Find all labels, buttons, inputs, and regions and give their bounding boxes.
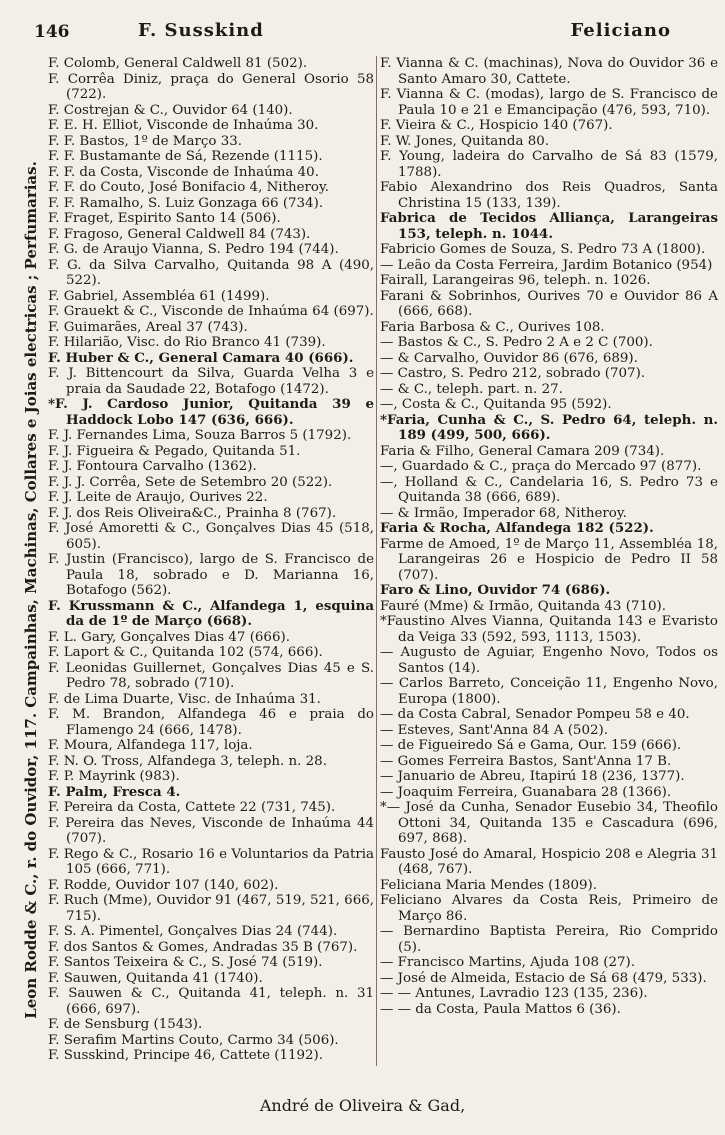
directory-entry: F. de Sensburg (1543). bbox=[48, 1017, 203, 1032]
directory-entry: F. Sauwen, Quitanda 41 (1740). bbox=[48, 970, 263, 986]
directory-entry: F. F. Ramalho, S. Luiz Gonzaga 66 (734). bbox=[48, 195, 324, 211]
directory-entry: F. Vianna & C. (machinas), Nova do Ouvidor 36 e Santo Amaro 30, Cattete. bbox=[380, 56, 718, 87]
directory-entry: F. Huber & C., General Camara 40 (666). bbox=[48, 349, 354, 366]
directory-entry: F. E. H. Elliot, Visconde de Inhaúma 30. bbox=[48, 118, 319, 133]
directory-entry: *Faria, Cunha & C., S. Pedro 64, teleph. n. 189 (499, 500, 666). bbox=[380, 411, 718, 443]
directory-entry: Fauré (Mme) & Irmão, Quitanda 43 (710). bbox=[380, 598, 666, 614]
directory-entry: F. P. Mayrink (983). bbox=[48, 769, 180, 784]
side-advertisement: Leon Rodde & C., r. do Ouvidor, 117. Campainhas, Machinas, Collares e Joias electricas ; Perfumarias. bbox=[22, 161, 40, 1019]
directory-entry: Farani & Sobrinhos, Ourives 70 e Ouvidor 86 A (666, 668). bbox=[380, 288, 718, 319]
directory-entry: F. L. Gary, Gonçalves Dias 47 (666). bbox=[48, 629, 290, 645]
directory-entry: — Francisco Martins, Ajuda 108 (27). bbox=[380, 955, 636, 970]
directory-entry: —, Costa & C., Quitanda 95 (592). bbox=[380, 397, 612, 412]
directory-entry: — Castro, S. Pedro 212, sobrado (707). bbox=[380, 366, 646, 381]
directory-entry: F. Sauwen & C., Quitanda 41, teleph. n. 31 (666, 697). bbox=[48, 986, 374, 1017]
directory-entry: F. dos Santos & Gomes, Andradas 35 B (767). bbox=[48, 939, 358, 955]
directory-entry: —, Holland & C., Candelaria 16, S. Pedro 73 e Quitanda 38 (666, 689). bbox=[380, 474, 718, 505]
directory-entry: —, Guardado & C., praça do Mercado 97 (877). bbox=[380, 459, 702, 474]
directory-entry: — da Costa Cabral, Senador Pompeu 58 e 40. bbox=[380, 707, 690, 722]
directory-entry: Faria & Filho, General Camara 209 (734). bbox=[380, 443, 665, 459]
left-column bbox=[48, 56, 374, 1064]
directory-entry: F. F. Bastos, 1º de Março 33. bbox=[48, 133, 242, 149]
directory-entry: F. Fragoso, General Caldwell 84 (743). bbox=[48, 226, 311, 242]
directory-entry: F. Corrêa Diniz, praça do General Osorio 58 (722). bbox=[48, 71, 374, 102]
page-number: 146 bbox=[34, 22, 70, 42]
directory-entry: Fabrica de Tecidos Alliança, Larangeiras 153, teleph. n. 1044. bbox=[380, 210, 718, 242]
directory-entry: F. Rodde, Ouvidor 107 (140, 602). bbox=[48, 877, 279, 893]
directory-entry: — Leão da Costa Ferreira, Jardim Botanico (954) bbox=[380, 257, 713, 273]
running-head-right: Feliciano bbox=[570, 20, 671, 41]
directory-entry: — Januario de Abreu, Itapirú 18 (236, 1377). bbox=[380, 769, 685, 784]
directory-entry: F. W. Jones, Quitanda 80. bbox=[380, 133, 549, 149]
directory-entry: F. Serafim Martins Couto, Carmo 34 (506). bbox=[48, 1032, 339, 1048]
directory-entry: F. Fraget, Espirito Santo 14 (506). bbox=[48, 211, 281, 226]
directory-entry: F. F. Bustamante de Sá, Rezende (1115). bbox=[48, 149, 323, 164]
directory-entry: — Bastos & C., S. Pedro 2 A e 2 C (700). bbox=[380, 335, 653, 350]
directory-entry: Feliciana Maria Mendes (1809). bbox=[380, 877, 597, 893]
directory-entry: — Gomes Ferreira Bastos, Sant'Anna 17 B. bbox=[380, 753, 672, 769]
directory-entry: F. Young, ladeira do Carvalho de Sá 83 (1579, 1788). bbox=[380, 149, 718, 180]
directory-entry: Fairall, Larangeiras 96, teleph. n. 1026. bbox=[380, 273, 651, 288]
directory-entry: — — da Costa, Paula Mattos 6 (36). bbox=[380, 1001, 621, 1017]
directory-entry: F. Krussmann & C., Alfandega 1, esquina da de 1º de Março (668). bbox=[48, 597, 374, 629]
directory-entry: F. Vieira & C., Hospicio 140 (767). bbox=[380, 118, 613, 133]
directory-entry: F. Costrejan & C., Ouvidor 64 (140). bbox=[48, 102, 293, 118]
directory-entry: F. Guimarães, Areal 37 (743). bbox=[48, 319, 248, 335]
directory-entry: — de Figueiredo Sá e Gama, Our. 159 (666). bbox=[380, 738, 682, 753]
directory-entry: — & C., teleph. part. n. 27. bbox=[380, 381, 563, 397]
directory-entry: F. G. de Araujo Vianna, S. Pedro 194 (744). bbox=[48, 242, 339, 257]
directory-entry: — Esteves, Sant'Anna 84 A (502). bbox=[380, 722, 608, 738]
directory-entry: F. José Amoretti & C., Gonçalves Dias 45 (518, 605). bbox=[48, 521, 374, 552]
directory-entry: F. J. Fontoura Carvalho (1362). bbox=[48, 459, 257, 474]
directory-entry: F. J. Fernandes Lima, Souza Barros 5 (1792). bbox=[48, 428, 352, 443]
directory-entry: F. M. Brandon, Alfandega 46 e praia do Flamengo 24 (666, 1478). bbox=[48, 707, 374, 738]
directory-entry: Fausto José do Amaral, Hospicio 208 e Alegria 31 (468, 767). bbox=[380, 846, 718, 877]
directory-entry: F. J. Leite de Araujo, Ourives 22. bbox=[48, 490, 268, 505]
directory-entry: *— José da Cunha, Senador Eusebio 34, Theofilo Ottoni 34, Quitanda 135 e Cascadura (696, 697, 868). bbox=[380, 800, 718, 846]
directory-entry: F. Moura, Alfandega 117, loja. bbox=[48, 738, 253, 753]
directory-entry: Faria Barbosa & C., Ourives 108. bbox=[380, 319, 605, 335]
directory-entry: Feliciano Alvares da Costa Reis, Primeiro de Março 86. bbox=[380, 893, 718, 924]
directory-entry: F. J. Figueira & Pegado, Quitanda 51. bbox=[48, 443, 301, 459]
directory-entry: F. S. A. Pimentel, Gonçalves Dias 24 (744). bbox=[48, 924, 338, 939]
directory-entry: F. Santos Teixeira & C., S. José 74 (519). bbox=[48, 955, 323, 970]
directory-entry: F. N. O. Tross, Alfandega 3, teleph. n. 28. bbox=[48, 753, 327, 769]
directory-entry: F. J. dos Reis Oliveira&C., Prainha 8 (767). bbox=[48, 505, 337, 521]
directory-entry: — Carlos Barreto, Conceição 11, Engenho Novo, Europa (1800). bbox=[380, 676, 718, 707]
directory-entry: F. J. Bittencourt da Silva, Guarda Velha 3 e praia da Saudade 22, Botafogo (1472). bbox=[48, 366, 374, 397]
directory-entry: Fabio Alexandrino dos Reis Quadros, Santa Christina 15 (133, 139). bbox=[380, 180, 718, 211]
directory-entry: — Joaquim Ferreira, Guanabara 28 (1366). bbox=[380, 784, 672, 800]
directory-entry: Faro & Lino, Ouvidor 74 (686). bbox=[380, 582, 611, 598]
directory-entry: *F. J. Cardoso Junior, Quitanda 39 e Haddock Lobo 147 (636, 666). bbox=[48, 396, 374, 428]
directory-entry: F. Leonidas Guillernet, Gonçalves Dias 45 e S. Pedro 78, sobrado (710). bbox=[48, 660, 374, 691]
right-column bbox=[380, 56, 718, 1017]
footer-advertisement: André de Oliveira & Gad, bbox=[259, 1096, 466, 1115]
directory-entry: — Augusto de Aguiar, Engenho Novo, Todos os Santos (14). bbox=[380, 645, 718, 676]
directory-entry: F. F. da Costa, Visconde de Inhaúma 40. bbox=[48, 164, 319, 180]
directory-entry: Fabricio Gomes de Souza, S. Pedro 73 A (1800). bbox=[380, 242, 706, 257]
directory-entry: F. Hilarião, Visc. do Rio Branco 41 (739). bbox=[48, 335, 326, 350]
directory-entry: F. G. da Silva Carvalho, Quitanda 98 A (490, 522). bbox=[48, 257, 374, 288]
directory-entry: F. Colomb, General Caldwell 81 (502). bbox=[48, 56, 308, 71]
column-divider bbox=[376, 56, 377, 1066]
running-head-left: F. Susskind bbox=[138, 20, 264, 41]
directory-entry: F. Susskind, Principe 46, Cattete (1192). bbox=[48, 1048, 324, 1063]
directory-entry: F. J. J. Corrêa, Sete de Setembro 20 (522). bbox=[48, 474, 333, 490]
directory-entry: F. Pereira das Neves, Visconde de Inhaúma 44 (707). bbox=[48, 815, 374, 846]
directory-entry: Faria & Rocha, Alfandega 182 (522). bbox=[380, 520, 654, 536]
directory-entry: F. Vianna & C. (modas), largo de S. Francisco de Paula 10 e 21 e Emancipação (476, 593, 710). bbox=[380, 87, 718, 118]
directory-entry: F. Grauekt & C., Visconde de Inhaúma 64 (697). bbox=[48, 304, 374, 319]
directory-entry: F. de Lima Duarte, Visc. de Inhaúma 31. bbox=[48, 691, 321, 707]
directory-entry: F. Rego & C., Rosario 16 e Voluntarios da Patria 105 (666, 771). bbox=[48, 846, 374, 877]
directory-entry: F. Laport & C., Quitanda 102 (574, 666). bbox=[48, 645, 323, 660]
directory-entry: *Faustino Alves Vianna, Quitanda 143 e Evaristo da Veiga 33 (592, 593, 1113, 1503). bbox=[380, 614, 718, 645]
directory-entry: — — Antunes, Lavradio 123 (135, 236). bbox=[380, 986, 648, 1001]
directory-entry: — & Carvalho, Ouvidor 86 (676, 689). bbox=[380, 350, 638, 366]
page-header bbox=[30, 18, 707, 48]
directory-entry: F. Palm, Fresca 4. bbox=[48, 783, 181, 800]
directory-entry: F. Pereira da Costa, Cattete 22 (731, 745). bbox=[48, 800, 336, 815]
directory-entry: F. Gabriel, Assembléa 61 (1499). bbox=[48, 288, 270, 304]
directory-entry: F. Justin (Francisco), largo de S. Francisco de Paula 18, sobrado e D. Marianna 16, Botafogo (562). bbox=[48, 552, 374, 598]
directory-entry: — Bernardino Baptista Pereira, Rio Comprido (5). bbox=[380, 924, 718, 955]
directory-entry: F. Ruch (Mme), Ouvidor 91 (467, 519, 521, 666, 715). bbox=[48, 893, 374, 924]
directory-entry: — & Irmão, Imperador 68, Nitheroy. bbox=[380, 505, 627, 521]
directory-entry: — José de Almeida, Estacio de Sá 68 (479, 533). bbox=[380, 970, 707, 986]
directory-entry: F. F. do Couto, José Bonifacio 4, Nitheroy. bbox=[48, 180, 330, 195]
directory-entry: Farme de Amoed, 1º de Março 11, Assembléa 18, Larangeiras 26 e Hospicio de Pedro II 58 (707). bbox=[380, 536, 718, 583]
